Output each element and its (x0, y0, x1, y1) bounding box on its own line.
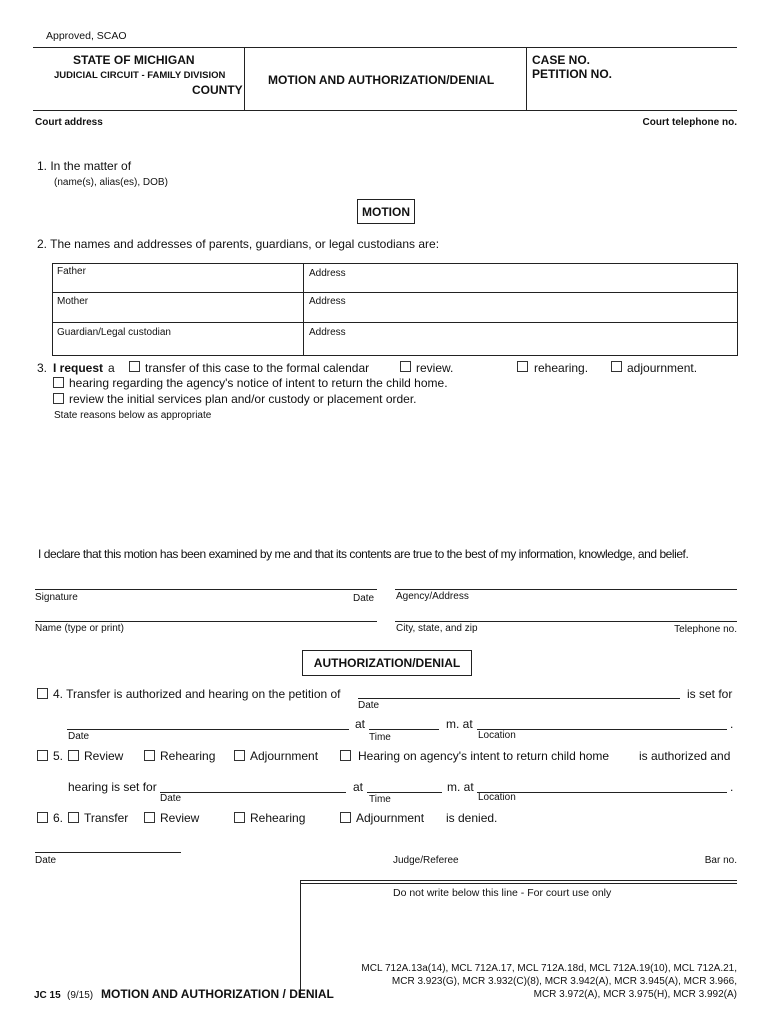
services-plan-option: review the initial services plan and/or custody or placement order. (69, 392, 417, 406)
transfer-checkbox[interactable] (129, 361, 140, 372)
item6-checkbox[interactable] (37, 812, 48, 823)
item1-label: 1. In the matter of (37, 159, 132, 173)
agency-address-label: Agency/Address (396, 591, 469, 602)
item6-adjournment: Adjournment (356, 811, 425, 825)
reasons-instruction: State reasons below as appropriate (54, 410, 212, 421)
item5-m-at: m. at (447, 780, 474, 794)
item5-time-label: Time (369, 794, 391, 805)
item5-period: . (730, 780, 734, 794)
rehearing-checkbox[interactable] (517, 361, 528, 372)
form-title: MOTION AND AUTHORIZATION/DENIAL (268, 73, 495, 87)
item6-rehearing: Rehearing (250, 811, 306, 825)
item5-authorized: is authorized and (639, 749, 731, 763)
motion-heading: MOTION (357, 199, 415, 224)
father-address-field[interactable]: Address (309, 268, 346, 279)
transfer-option: transfer of this case to the formal calendar (145, 361, 370, 375)
citation-line-2: MCR 3.923(G), MCR 3.932(C)(8), MCR 3.942(A), MCR 3.945(A), MCR 3.966, (391, 976, 737, 987)
item1-sublabel: (name(s), alias(es), DOB) (54, 177, 168, 188)
item2-label: 2. The names and addresses of parents, guardians, or legal custodians are: (37, 237, 440, 251)
item5-location-label: Location (478, 792, 516, 803)
item4-petition-date-label: Date (358, 700, 380, 711)
guardian-address-field[interactable]: Address (309, 327, 346, 338)
item4-at: at (355, 717, 366, 731)
declaration-text: I declare that this motion has been examined by me and that its contents are true to the best of my information, knowledge, and belief. (38, 547, 689, 561)
court-use-line-bottom (300, 883, 737, 884)
item4-text: 4. Transfer is authorized and hearing on the petition of (53, 687, 341, 701)
citation-line-3: MCR 3.972(A), MCR 3.975(H), MCR 3.992(A) (533, 989, 737, 1000)
approval-note: Approved, SCAO (46, 30, 127, 42)
signature-label: Signature (35, 592, 78, 603)
item6-transfer: Transfer (84, 811, 129, 825)
rehearing-option: rehearing. (534, 361, 589, 375)
hearing-notice-checkbox[interactable] (53, 377, 64, 388)
city-line[interactable] (395, 621, 737, 622)
item3-number: 3. (37, 361, 48, 375)
item5-at: at (353, 780, 364, 794)
header-divider-left (244, 47, 245, 110)
header-bottom-border (33, 110, 737, 111)
adjournment-checkbox[interactable] (611, 361, 622, 372)
item6-rehearing-checkbox[interactable] (234, 812, 245, 823)
agency-line[interactable] (395, 589, 737, 590)
form-id: JC 15 (34, 990, 61, 1001)
item4-period: . (730, 717, 734, 731)
item5-review-checkbox[interactable] (68, 750, 79, 761)
item6-adjournment-checkbox[interactable] (340, 812, 351, 823)
item5-date-label: Date (160, 793, 182, 804)
header-divider-right (526, 47, 527, 110)
signature-date-label: Date (353, 593, 375, 604)
petition-no-label: PETITION NO. (532, 67, 613, 81)
item5-date-line[interactable] (160, 792, 346, 793)
item5-hearing-agency-checkbox[interactable] (340, 750, 351, 761)
item5-review: Review (84, 749, 124, 763)
custodians-table (52, 263, 738, 356)
county-label: COUNTY (192, 83, 243, 97)
father-name-field[interactable]: Father (57, 266, 86, 277)
court-address-label: Court address (35, 117, 103, 128)
court-use-note: Do not write below this line - For court use only (393, 887, 612, 899)
item5-hearing-set: hearing is set for (68, 780, 157, 794)
item4-m-at: m. at (446, 717, 473, 731)
adjournment-option: adjournment. (627, 361, 698, 375)
item5-adjournment: Adjournment (250, 749, 319, 763)
item4-checkbox[interactable] (37, 688, 48, 699)
item4-date-label: Date (68, 731, 90, 742)
item6-review-checkbox[interactable] (144, 812, 155, 823)
city-state-zip-label: City, state, and zip (396, 623, 478, 634)
court-telephone-label: Court telephone no. (642, 117, 737, 128)
item5-number: 5. (53, 749, 64, 763)
court-use-border (300, 880, 301, 998)
circuit-label: JUDICIAL CIRCUIT - FAMILY DIVISION (54, 70, 226, 81)
review-option: review. (416, 361, 454, 375)
signature-line[interactable] (35, 589, 377, 590)
services-plan-checkbox[interactable] (53, 393, 64, 404)
item5-time-line[interactable] (367, 792, 442, 793)
case-no-label: CASE NO. (532, 53, 591, 67)
state-name: STATE OF MICHIGAN (73, 53, 195, 67)
item4-time-label: Time (369, 732, 391, 743)
item4-date-line[interactable] (67, 729, 349, 730)
judge-date-line[interactable] (35, 852, 181, 853)
judge-date-label: Date (35, 855, 57, 866)
item6-review: Review (160, 811, 200, 825)
item5-rehearing: Rehearing (160, 749, 216, 763)
item6-denied: is denied. (446, 811, 498, 825)
item3-article: a (108, 361, 115, 375)
item4-time-line[interactable] (369, 729, 439, 730)
item5-rehearing-checkbox[interactable] (144, 750, 155, 761)
footer-title: MOTION AND AUTHORIZATION / DENIAL (101, 987, 334, 1001)
review-checkbox[interactable] (400, 361, 411, 372)
mother-address-field[interactable]: Address (309, 296, 346, 307)
item5-adjournment-checkbox[interactable] (234, 750, 245, 761)
item5-checkbox[interactable] (37, 750, 48, 761)
hearing-notice-option: hearing regarding the agency's notice of intent to return the child home. (69, 376, 448, 390)
petitioner-line[interactable] (358, 698, 680, 699)
citation-line-1: MCL 712A.13a(14), MCL 712A.17, MCL 712A.18d, MCL 712A.19(10), MCL 712A.21, (361, 963, 737, 974)
item6-number: 6. (53, 811, 64, 825)
guardian-name-field[interactable]: Guardian/Legal custodian (57, 327, 171, 338)
mother-name-field[interactable]: Mother (57, 296, 89, 307)
court-use-line-top (300, 880, 737, 881)
judge-referee-label: Judge/Referee (393, 855, 459, 866)
item4-location-label: Location (478, 730, 516, 741)
bar-no-label: Bar no. (704, 855, 737, 866)
name-print-label: Name (type or print) (35, 623, 124, 634)
authorization-heading: AUTHORIZATION/DENIAL (302, 650, 472, 676)
item5-hearing-agency: Hearing on agency's intent to return child home (358, 749, 610, 763)
telephone-label: Telephone no. (674, 624, 737, 635)
item4-set-for: is set for (687, 687, 733, 701)
item3-request: I request (53, 361, 104, 375)
form-revision: (9/15) (67, 990, 94, 1001)
header-top-border (33, 47, 737, 48)
name-line[interactable] (35, 621, 377, 622)
item6-transfer-checkbox[interactable] (68, 812, 79, 823)
